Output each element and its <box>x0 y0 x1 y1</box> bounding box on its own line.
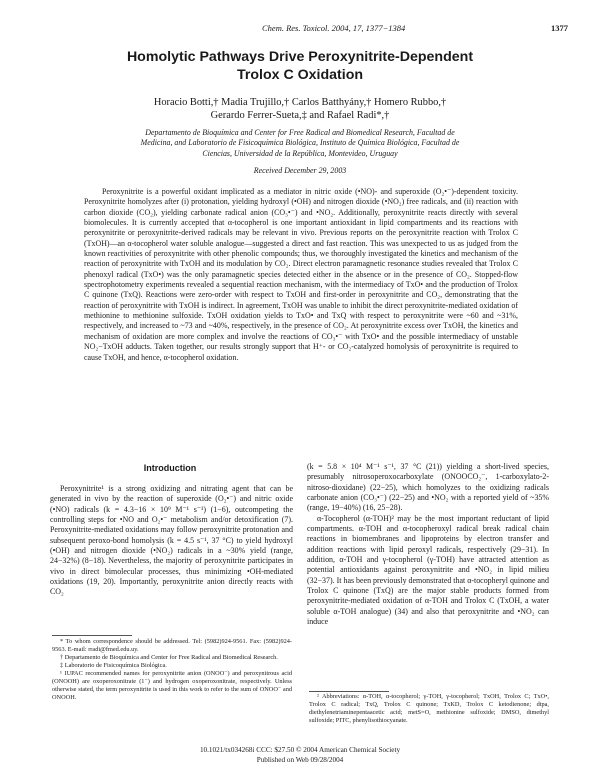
footnotes-right <box>309 693 549 725</box>
footer-published: Published on Web 09/28/2004 <box>256 756 344 764</box>
affiliation <box>80 128 520 159</box>
authors-line-2: Gerardo Ferrer-Sueta,‡ and Rafael Radi*,† <box>210 110 390 121</box>
footnote-double-dagger: ‡ Laboratorio de Fisicoquímica Biológica. <box>60 661 167 669</box>
footnotes-left <box>52 638 292 702</box>
footnote-divider-left <box>52 635 132 636</box>
intro-paragraph-1-continued: (k = 5.8 × 10⁴ M⁻¹ s⁻¹, 37 °C (21)) yielding a short-lived species, presumably nitrosoperoxocarboxylate (ONOOCO₂⁻, 1-carboxylato-2-nitroso-dioxidane) (22−25), which homolyzes to the oxidizing radicals carbonate anion (CO₃•⁻) (22−25) and •NO₂ with a reported yield of ~35% (range, 19−40%) (16, 25−28). <box>307 462 549 513</box>
footnote-dagger: † Departamento de Bioquímica and Center for Free Radical and Biomedical Research. <box>60 653 278 661</box>
footer-doi: 10.1021/tx034268i CCC: $27.50 © 2004 American Chemical Society <box>199 746 401 754</box>
affiliation-line-3: Ciencias, Universidad de la República, Montevideo, Uruguay <box>202 148 398 158</box>
footnote-divider-right <box>309 691 389 692</box>
intro-paragraph-1: Peroxynitrite¹ is a strong oxidizing and nitrating agent that can be generated in vivo by the reaction of superoxide (O₂•⁻) and nitric oxide (•NO) radicals (k = 4.3−16 × 10⁹ M⁻¹ s⁻¹) (1−6), outcompeting the controlling steps for •NO and O₂•⁻ metabolism and/or detoxification (7). Peroxynitrite-mediated oxidations may follow peroxynitrite protonation and subsequent peroxo-bond homolysis (k = 4.5 s⁻¹, 37 °C) to yield hydroxyl (•OH) and nitrogen dioxide (•NO₂) radicals in a ~30% yield (range, 24−32%) (8−18). Nevertheless, the majority of peroxynitrite participates in vivo in direct bimolecular processes, thus minimizing •OH-mediated oxidations (19, 20). Importantly, peroxynitrite anion directly reacts with CO₂ <box>50 484 293 597</box>
section-heading-introduction: Introduction <box>143 463 197 473</box>
abstract: Peroxynitrite is a powerful oxidant implicated as a mediator in nitric oxide (•NO)- and superoxide (O₂•⁻)-dependent toxicity. Peroxynitrite homolyzes after (i) protonation, yielding hydroxyl (•OH) and nitrogen dioxide (•NO₂) free radicals, and (ii) reaction with carbon dioxide (CO₂), yielding carbonate radical anion (CO₃•⁻) and •NO₂. Additionally, peroxynitrite reacts directly with several biomolecules. It is currently accepted that α-tocopherol is one important antioxidant in lipid compartments and its reactions with peroxynitrite or peroxynitrite-derived radicals may be relevant in vivo. Previous reports on the peroxynitrite reaction with Trolox C (TxOH)—an α-tocopherol water soluble analogue—suggested a direct and fast reaction. This was unexpected to us as judged from the known reactivities of peroxynitrite with other phenolic compounds; thus, we thoroughly investigated the kinetics and mechanism of the reaction of peroxynitrite with TxOH and its modulation by CO₂. Direct electron paramagnetic resonance studies revealed that Trolox C phenoxyl radical (TxO•) was the only paramagnetic species detected either in the absence or in the presence of CO₂. Stopped-flow spectrophotometry experiments revealed a sequential reaction mechanism, with the intermediacy of TxO• and the production of Trolox C quinone (TxQ). Reactions were zero-order with respect to TxOH and first-order in peroxynitrite and CO₂, demonstrating that the reaction of peroxynitrite with TxOH is indirect. In agreement, TxOH was unable to inhibit the direct peroxynitrite-mediated oxidation of methionine to methionine sulfoxide. TxOH oxidation yields to TxO• and TxQ with respect to peroxynitrite were ~60 and ~31%, respectively, and increased to ~73 and ~40%, respectively, in the presence of CO₂. At peroxynitrite excess over TxOH, the kinetics and mechanism of oxidation are more complex and involve the reactions of CO₃•⁻ with TxO• and the possible intermediacy of unstable NO₂−TxOH adducts. Taken together, our results strongly support that H⁺- or CO₂-catalyzed homolysis of peroxynitrite is required to cause TxOH, and hence, α-tocopherol oxidation. <box>84 187 518 362</box>
received-date: Received December 29, 2003 <box>253 166 347 175</box>
footnote-corresponding: * To whom correspondence should be addressed. Tel: (5982)924-9561. Fax: (5982)924-9563. E-mail: rradi@fmed.edu.uy. <box>52 638 292 653</box>
page-number: 1377 <box>551 23 568 33</box>
right-column <box>307 462 549 628</box>
intro-paragraph-2: α-Tocopherol (α-TOH)² may be the most important reductant of lipid compartments. α-TOH and α-tocopheroxyl radical break radical chain reactions in biomembranes and lipoproteins by electron transfer and addition reactions with lipid peroxyl radicals, respectively (29−31). In addition, α-TOH and γ-tocopherol (γ-TOH) have attracted attention as potential antioxidants against peroxynitrite and •NO₂ in lipid milieu (32−37). It has been previously demonstrated that α-tocopheryl quinone and Trolox C quinone (TxQ) are the major stable products formed from peroxynitrite-mediated oxidation of α-TOH and Trolox C (TxOH, a water soluble α-TOH analogue) (34) and also that peroxynitrite and •NO₂ can induce <box>307 513 549 627</box>
left-column <box>50 484 293 598</box>
title-line-2: Trolox C Oxidation <box>236 66 364 83</box>
article-title <box>60 49 540 84</box>
journal-citation: Chem. Res. Toxicol. 2004, 17, 1377−1384 <box>262 23 406 33</box>
footnote-2: ² Abbreviations: α-TOH, α-tocopherol; γ-TOH, γ-tocopherol; TxOH, Trolox C; TxO•, Trolox C radical; TxQ, Trolox C quinone; TxKD, Trolox C ketodienone; dtpa, diethylenetriaminepentaacetic acid; metS=O, methionine sulfoxide; DMSO, dimethyl sulfoxide; PITC, phenylisothiocyanate. <box>309 693 549 724</box>
footnote-1: ¹ IUPAC recommended names for peroxynitrite anion (ONOO⁻) and peroxynitrous acid (ONOOH) are oxoperoxonitrate (1⁻) and hydrogen oxoperoxonitrate, respectively. Unless otherwise stated, the term peroxynitrite is used in this work to refer to the sum of ONOO⁻ and ONOOH. <box>52 669 292 701</box>
author-list <box>60 96 540 122</box>
affiliation-line-2: Medicina, and Laboratorio de Fisicoquímica Biológica, Instituto de Química Biológica, Facultad de <box>140 138 460 148</box>
affiliation-line-1: Departamento de Bioquímica and Center for Free Radical and Biomedical Research, Facultad de <box>145 128 455 137</box>
title-line-1: Homolytic Pathways Drive Peroxynitrite-Dependent <box>126 49 474 65</box>
authors-line-1: Horacio Botti,† Madia Trujillo,† Carlos Batthyány,† Homero Rubbo,† <box>153 97 447 108</box>
